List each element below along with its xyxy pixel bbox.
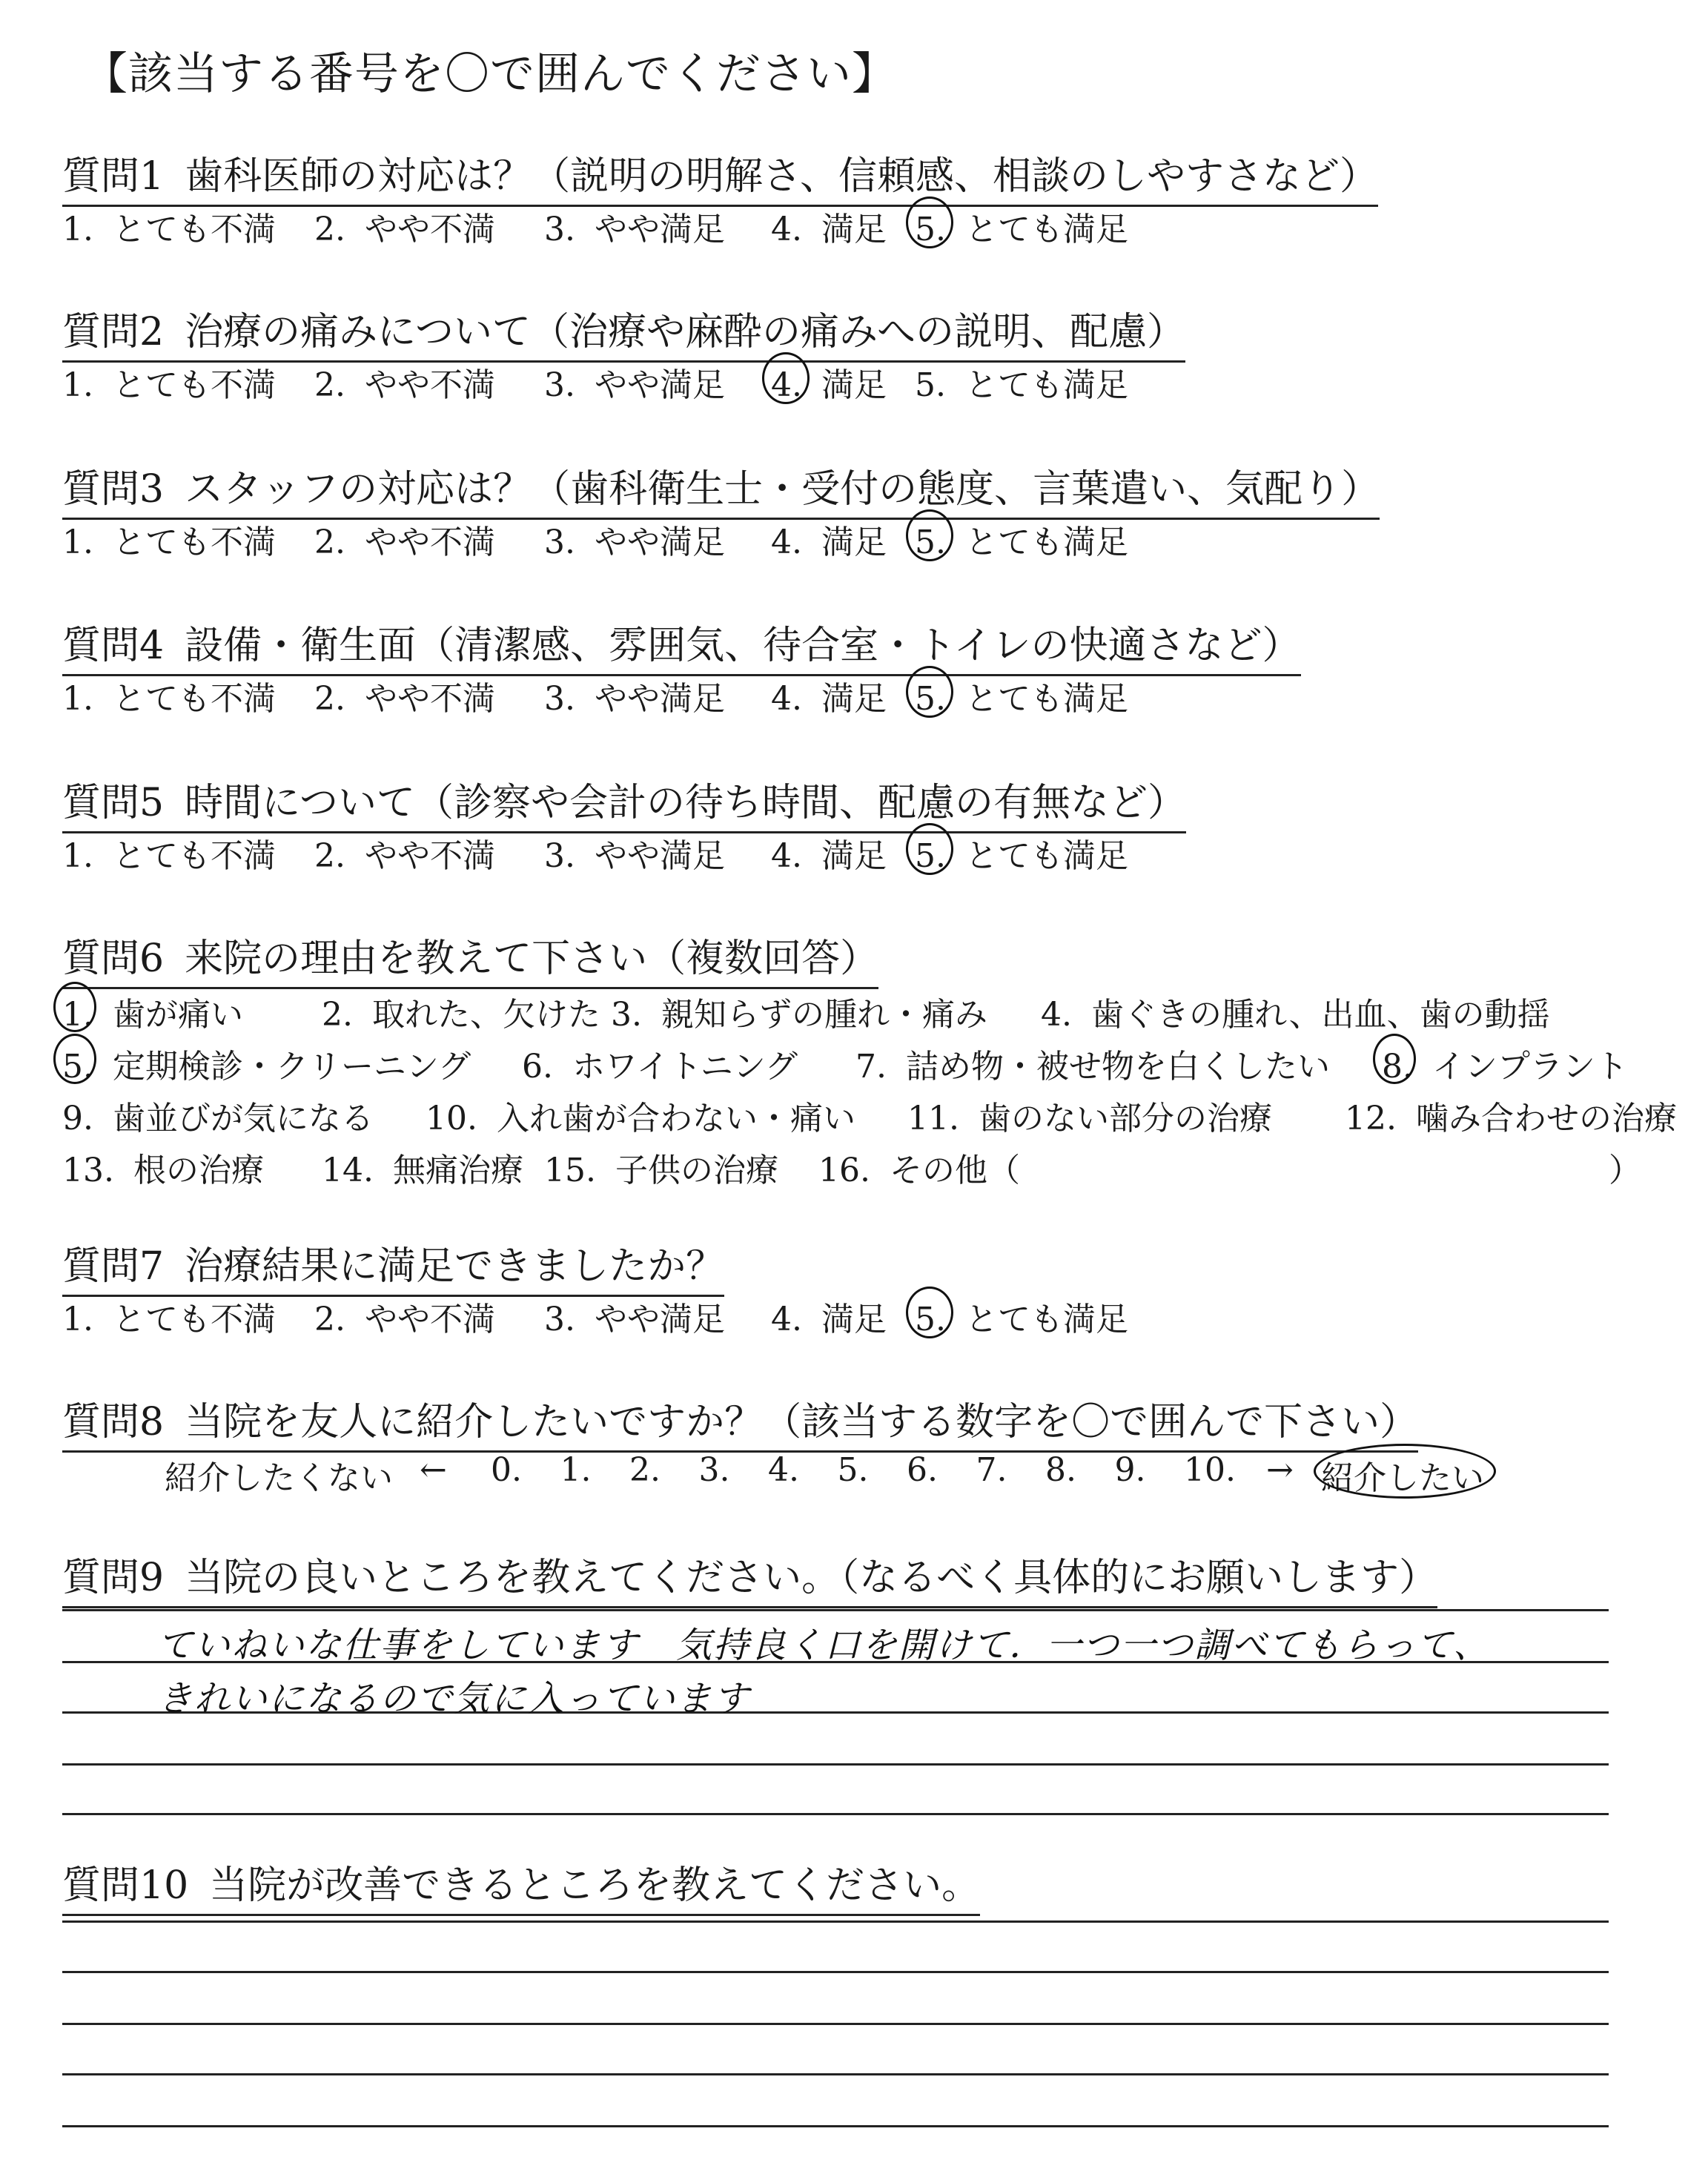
rating-option-5[interactable] — [915, 829, 1128, 876]
question-heading — [62, 145, 1378, 207]
question-number: 質問5 — [62, 781, 165, 825]
option-label: 満足 — [821, 837, 887, 875]
selection-circle — [906, 196, 953, 248]
question-text: 来院の理由を教えて下さい（複数回答） — [185, 937, 879, 981]
option-label: インプラント — [1431, 1048, 1628, 1086]
option-label: とても不満 — [112, 366, 276, 404]
question-number: 質問7 — [62, 1244, 165, 1289]
option-label: やや不満 — [364, 837, 495, 875]
q6-option-row — [62, 1091, 1677, 1137]
option-label: とても不満 — [112, 211, 276, 248]
q8-scale-7[interactable]: 7. — [976, 1451, 1007, 1489]
rating-option-1[interactable] — [62, 829, 276, 876]
option-number: 3. — [544, 524, 575, 561]
option-number: 4. — [771, 1301, 802, 1338]
option-label: ホワイトニング — [572, 1048, 798, 1086]
option-label: 根の治療 — [133, 1152, 264, 1189]
question-heading — [62, 300, 1185, 363]
question-number: 質問9 — [62, 1556, 165, 1600]
option-label: やや不満 — [364, 680, 495, 718]
answer-line — [62, 2073, 1609, 2075]
selection-circle — [1314, 1444, 1496, 1499]
rating-options — [62, 358, 1649, 404]
rating-option-1[interactable] — [62, 202, 276, 250]
page-title: 【該当する番号を〇で囲んでください】 — [83, 48, 897, 100]
option-label: やや不満 — [364, 211, 495, 248]
rating-option-2[interactable] — [314, 202, 495, 250]
rating-options — [62, 1292, 1649, 1338]
option-number: 4. — [771, 211, 802, 248]
rating-option-3[interactable] — [544, 672, 725, 719]
q8-right-label[interactable]: 紹介したい — [1321, 1451, 1484, 1499]
option-number: 5. — [915, 524, 946, 561]
question-heading — [62, 614, 1301, 676]
option-number: 12. — [1345, 1100, 1397, 1137]
option-label: とても不満 — [112, 680, 276, 718]
option-number: 16. — [818, 1152, 870, 1189]
question-heading — [62, 927, 878, 989]
question-number: 質問4 — [62, 624, 165, 668]
option-number: 4. — [771, 524, 802, 561]
question-text: 治療結果に満足できましたか？ — [185, 1244, 725, 1289]
option-number: 1. — [62, 211, 93, 248]
q6-option[interactable] — [62, 1091, 374, 1139]
selection-circle — [906, 823, 953, 875]
rating-option-4[interactable] — [771, 1292, 887, 1340]
option-number: 8. — [1382, 1048, 1413, 1086]
option-number: 4. — [771, 680, 802, 718]
question-number: 質問6 — [62, 937, 165, 981]
question-text: 当院が改善できるところを教えてください。 — [209, 1863, 981, 1908]
option-label: 歯のない部分の治療 — [978, 1100, 1272, 1137]
option-number: 4. — [771, 837, 802, 875]
rating-option-5[interactable] — [915, 672, 1128, 719]
option-label: 親知らずの腫れ・痛み — [661, 996, 987, 1034]
option-label: 入れ歯が合わない・痛い — [496, 1100, 855, 1137]
rating-option-1[interactable] — [62, 358, 276, 406]
option-number: 4. — [1041, 996, 1072, 1034]
option-label: 満足 — [821, 680, 887, 718]
q8-scale-3[interactable]: 3. — [698, 1451, 730, 1489]
rating-option-2[interactable] — [314, 358, 495, 406]
option-number: 1. — [62, 524, 93, 561]
option-number: 15. — [544, 1152, 596, 1189]
q6-option[interactable] — [907, 1091, 1272, 1139]
q6-option[interactable] — [62, 1143, 264, 1191]
option-number: 5. — [915, 837, 946, 875]
q8-scale-9[interactable]: 9. — [1114, 1451, 1146, 1489]
question-heading — [62, 1390, 1418, 1453]
rating-option-1[interactable] — [62, 672, 276, 719]
q6-option-row — [62, 1040, 1664, 1084]
q8-scale-2[interactable]: 2. — [629, 1451, 661, 1489]
question-heading — [62, 1546, 1437, 1608]
q8-scale-4[interactable]: 4. — [768, 1451, 799, 1489]
option-number: 5. — [62, 1048, 93, 1086]
answer-line — [62, 1971, 1609, 1973]
q8-scale-6[interactable]: 6. — [907, 1451, 938, 1489]
q6-option[interactable] — [426, 1091, 855, 1139]
q8-scale-10[interactable]: 10. — [1184, 1451, 1236, 1489]
q6-option[interactable] — [322, 1143, 523, 1191]
option-number: 5. — [915, 211, 946, 248]
option-number: 4. — [771, 366, 802, 404]
rating-option-5[interactable] — [915, 515, 1128, 563]
q6-option[interactable] — [1041, 988, 1550, 1035]
handwritten-answer: きれいになるので気に入っています — [157, 1678, 751, 1720]
option-label: とても満足 — [964, 524, 1128, 561]
option-number: 13. — [62, 1152, 114, 1189]
answer-line — [62, 2125, 1609, 2127]
q6-option[interactable] — [1345, 1091, 1677, 1139]
rating-option-2[interactable] — [314, 829, 495, 876]
q6-option[interactable] — [322, 988, 600, 1035]
q6-option[interactable] — [818, 1143, 1020, 1191]
question-text: 歯科医師の対応は？（説明の明解さ、信頼感、相談のしやすさなど） — [185, 154, 1379, 199]
q6-option[interactable] — [62, 988, 243, 1035]
option-number: 3. — [544, 366, 575, 404]
option-label: とても不満 — [112, 524, 276, 561]
option-label: やや不満 — [364, 366, 495, 404]
option-number: 3. — [544, 680, 575, 718]
option-label: 定期検診・クリーニング — [112, 1048, 471, 1086]
option-number: 9. — [62, 1100, 93, 1137]
option-number: 1. — [62, 996, 93, 1034]
question-text: 当院の良いところを教えてください。（なるべく具体的にお願いします） — [185, 1556, 1438, 1600]
handwritten-answer: ていねいな仕事をしています 気持良く口を開けて．一つ一つ調べてもらって、 — [157, 1625, 1491, 1666]
q8-right-arrow: → — [1266, 1451, 1294, 1489]
option-label: やや満足 — [594, 366, 725, 404]
option-number: 2. — [314, 837, 345, 875]
rating-options — [62, 829, 1649, 875]
rating-option-3[interactable] — [544, 358, 725, 406]
q6-option[interactable] — [1382, 1040, 1628, 1087]
question-heading — [62, 458, 1380, 520]
option-label: やや不満 — [364, 1301, 495, 1338]
q6-other-close: ） — [1609, 1152, 1641, 1189]
selection-circle — [906, 666, 953, 718]
option-label: とても満足 — [964, 837, 1128, 875]
option-label: 無痛治療 — [392, 1152, 523, 1189]
option-label: やや不満 — [364, 524, 495, 561]
selection-circle — [906, 509, 953, 561]
answer-line — [62, 2023, 1609, 2025]
option-label: 取れた、欠けた — [371, 996, 600, 1034]
option-label: 満足 — [821, 366, 887, 404]
rating-option-5[interactable] — [915, 358, 1128, 406]
option-number: 3. — [544, 1301, 575, 1338]
answer-line — [62, 1920, 1609, 1923]
q8-scale-8[interactable]: 8. — [1045, 1451, 1076, 1489]
option-label: 歯並びが気になる — [112, 1100, 374, 1137]
option-number: 3. — [611, 996, 642, 1034]
rating-options — [62, 202, 1649, 248]
q6-option-row — [62, 988, 1664, 1032]
question-heading — [62, 1235, 724, 1297]
rating-option-4[interactable] — [771, 672, 887, 719]
option-label: とても満足 — [964, 211, 1128, 248]
option-label: とても不満 — [112, 1301, 276, 1338]
answer-line — [62, 1609, 1609, 1611]
option-label: 歯ぐきの腫れ、出血、歯の動揺 — [1090, 996, 1550, 1034]
option-number: 14. — [322, 1152, 374, 1189]
question-text: スタッフの対応は？（歯科衛生士・受付の態度、言葉遣い、気配り） — [185, 467, 1380, 512]
option-label: とても満足 — [964, 680, 1128, 718]
option-label: 満足 — [821, 524, 887, 561]
option-number: 2. — [314, 1301, 345, 1338]
option-number: 1. — [62, 837, 93, 875]
option-label: 詰め物・被せ物を白くしたい — [905, 1048, 1330, 1086]
option-number: 7. — [855, 1048, 887, 1086]
q6-option-row — [62, 1143, 1664, 1188]
q6-option[interactable] — [544, 1143, 778, 1191]
option-label: 満足 — [821, 211, 887, 248]
selection-circle — [762, 352, 810, 404]
option-number: 1. — [62, 366, 93, 404]
question-number: 質問2 — [62, 310, 165, 354]
rating-option-2[interactable] — [314, 1292, 495, 1340]
question-text: 当院を友人に紹介したいですか？（該当する数字を〇で囲んで下さい） — [185, 1400, 1419, 1444]
option-number: 3. — [544, 837, 575, 875]
question-number: 質問10 — [62, 1863, 189, 1908]
question-heading — [62, 1854, 980, 1916]
rating-options — [62, 672, 1649, 718]
option-number: 1. — [62, 680, 93, 718]
question-number: 質問8 — [62, 1400, 165, 1444]
question-number: 質問1 — [62, 154, 165, 199]
option-label: やや満足 — [594, 837, 725, 875]
q8-scale-5[interactable]: 5. — [837, 1451, 869, 1489]
option-number: 5. — [915, 680, 946, 718]
q8-left-label: 紹介したくない — [165, 1459, 393, 1497]
option-label: やや満足 — [594, 211, 725, 248]
option-label: やや満足 — [594, 680, 725, 718]
option-number: 2. — [314, 211, 345, 248]
option-number: 3. — [544, 211, 575, 248]
rating-option-1[interactable] — [62, 515, 276, 563]
rating-option-3[interactable] — [544, 515, 725, 563]
option-label: 噛み合わせの治療 — [1415, 1100, 1677, 1137]
q6-option[interactable] — [522, 1040, 798, 1087]
question-number: 質問3 — [62, 467, 165, 512]
q8-scale-1[interactable]: 1. — [560, 1451, 592, 1489]
rating-option-4[interactable] — [771, 202, 887, 250]
selection-circle — [1373, 1034, 1416, 1084]
option-label: とても不満 — [112, 837, 276, 875]
rating-option-5[interactable] — [915, 1292, 1128, 1340]
option-number: 2. — [314, 366, 345, 404]
rating-option-2[interactable] — [314, 515, 495, 563]
option-label: その他（ — [889, 1152, 1020, 1189]
selection-circle — [53, 982, 96, 1032]
q8-left-arrow: ← — [420, 1451, 447, 1489]
option-label: やや満足 — [594, 1301, 725, 1338]
option-label: とても満足 — [964, 366, 1128, 404]
option-label: 満足 — [821, 1301, 887, 1338]
rating-option-5[interactable] — [915, 202, 1128, 250]
q6-option[interactable] — [855, 1040, 1330, 1087]
option-label: 子供の治療 — [615, 1152, 778, 1189]
q6-option[interactable] — [611, 988, 987, 1035]
selection-circle — [906, 1287, 953, 1338]
rating-option-3[interactable] — [544, 202, 725, 250]
option-number: 2. — [322, 996, 353, 1034]
answer-line — [62, 1813, 1609, 1815]
option-number: 1. — [62, 1301, 93, 1338]
question-text: 設備・衛生面（清潔感、雰囲気、待合室・トイレの快適さなど） — [185, 624, 1301, 668]
rating-option-4[interactable] — [771, 358, 887, 406]
answer-line — [62, 1763, 1609, 1766]
question-heading — [62, 771, 1186, 833]
rating-option-3[interactable] — [544, 829, 725, 876]
option-label: 歯が痛い — [112, 996, 243, 1034]
rating-option-2[interactable] — [314, 672, 495, 719]
selection-circle — [53, 1034, 96, 1084]
option-number: 5. — [915, 366, 946, 404]
rating-option-4[interactable] — [771, 829, 887, 876]
rating-option-1[interactable] — [62, 1292, 276, 1340]
rating-option-3[interactable] — [544, 1292, 725, 1340]
option-label: とても満足 — [964, 1301, 1128, 1338]
option-number: 5. — [915, 1301, 946, 1338]
q6-option[interactable] — [62, 1040, 471, 1087]
option-number: 6. — [522, 1048, 553, 1086]
q8-scale-0[interactable]: 0. — [491, 1451, 522, 1489]
rating-options — [62, 515, 1649, 561]
question-text: 時間について（診察や会計の待ち時間、配慮の有無など） — [185, 781, 1187, 825]
option-number: 2. — [314, 524, 345, 561]
question-text: 治療の痛みについて（治療や麻酔の痛みへの説明、配慮） — [185, 310, 1186, 354]
rating-option-4[interactable] — [771, 515, 887, 563]
option-number: 11. — [907, 1100, 959, 1137]
option-number: 10. — [426, 1100, 477, 1137]
option-number: 2. — [314, 680, 345, 718]
option-label: やや満足 — [594, 524, 725, 561]
